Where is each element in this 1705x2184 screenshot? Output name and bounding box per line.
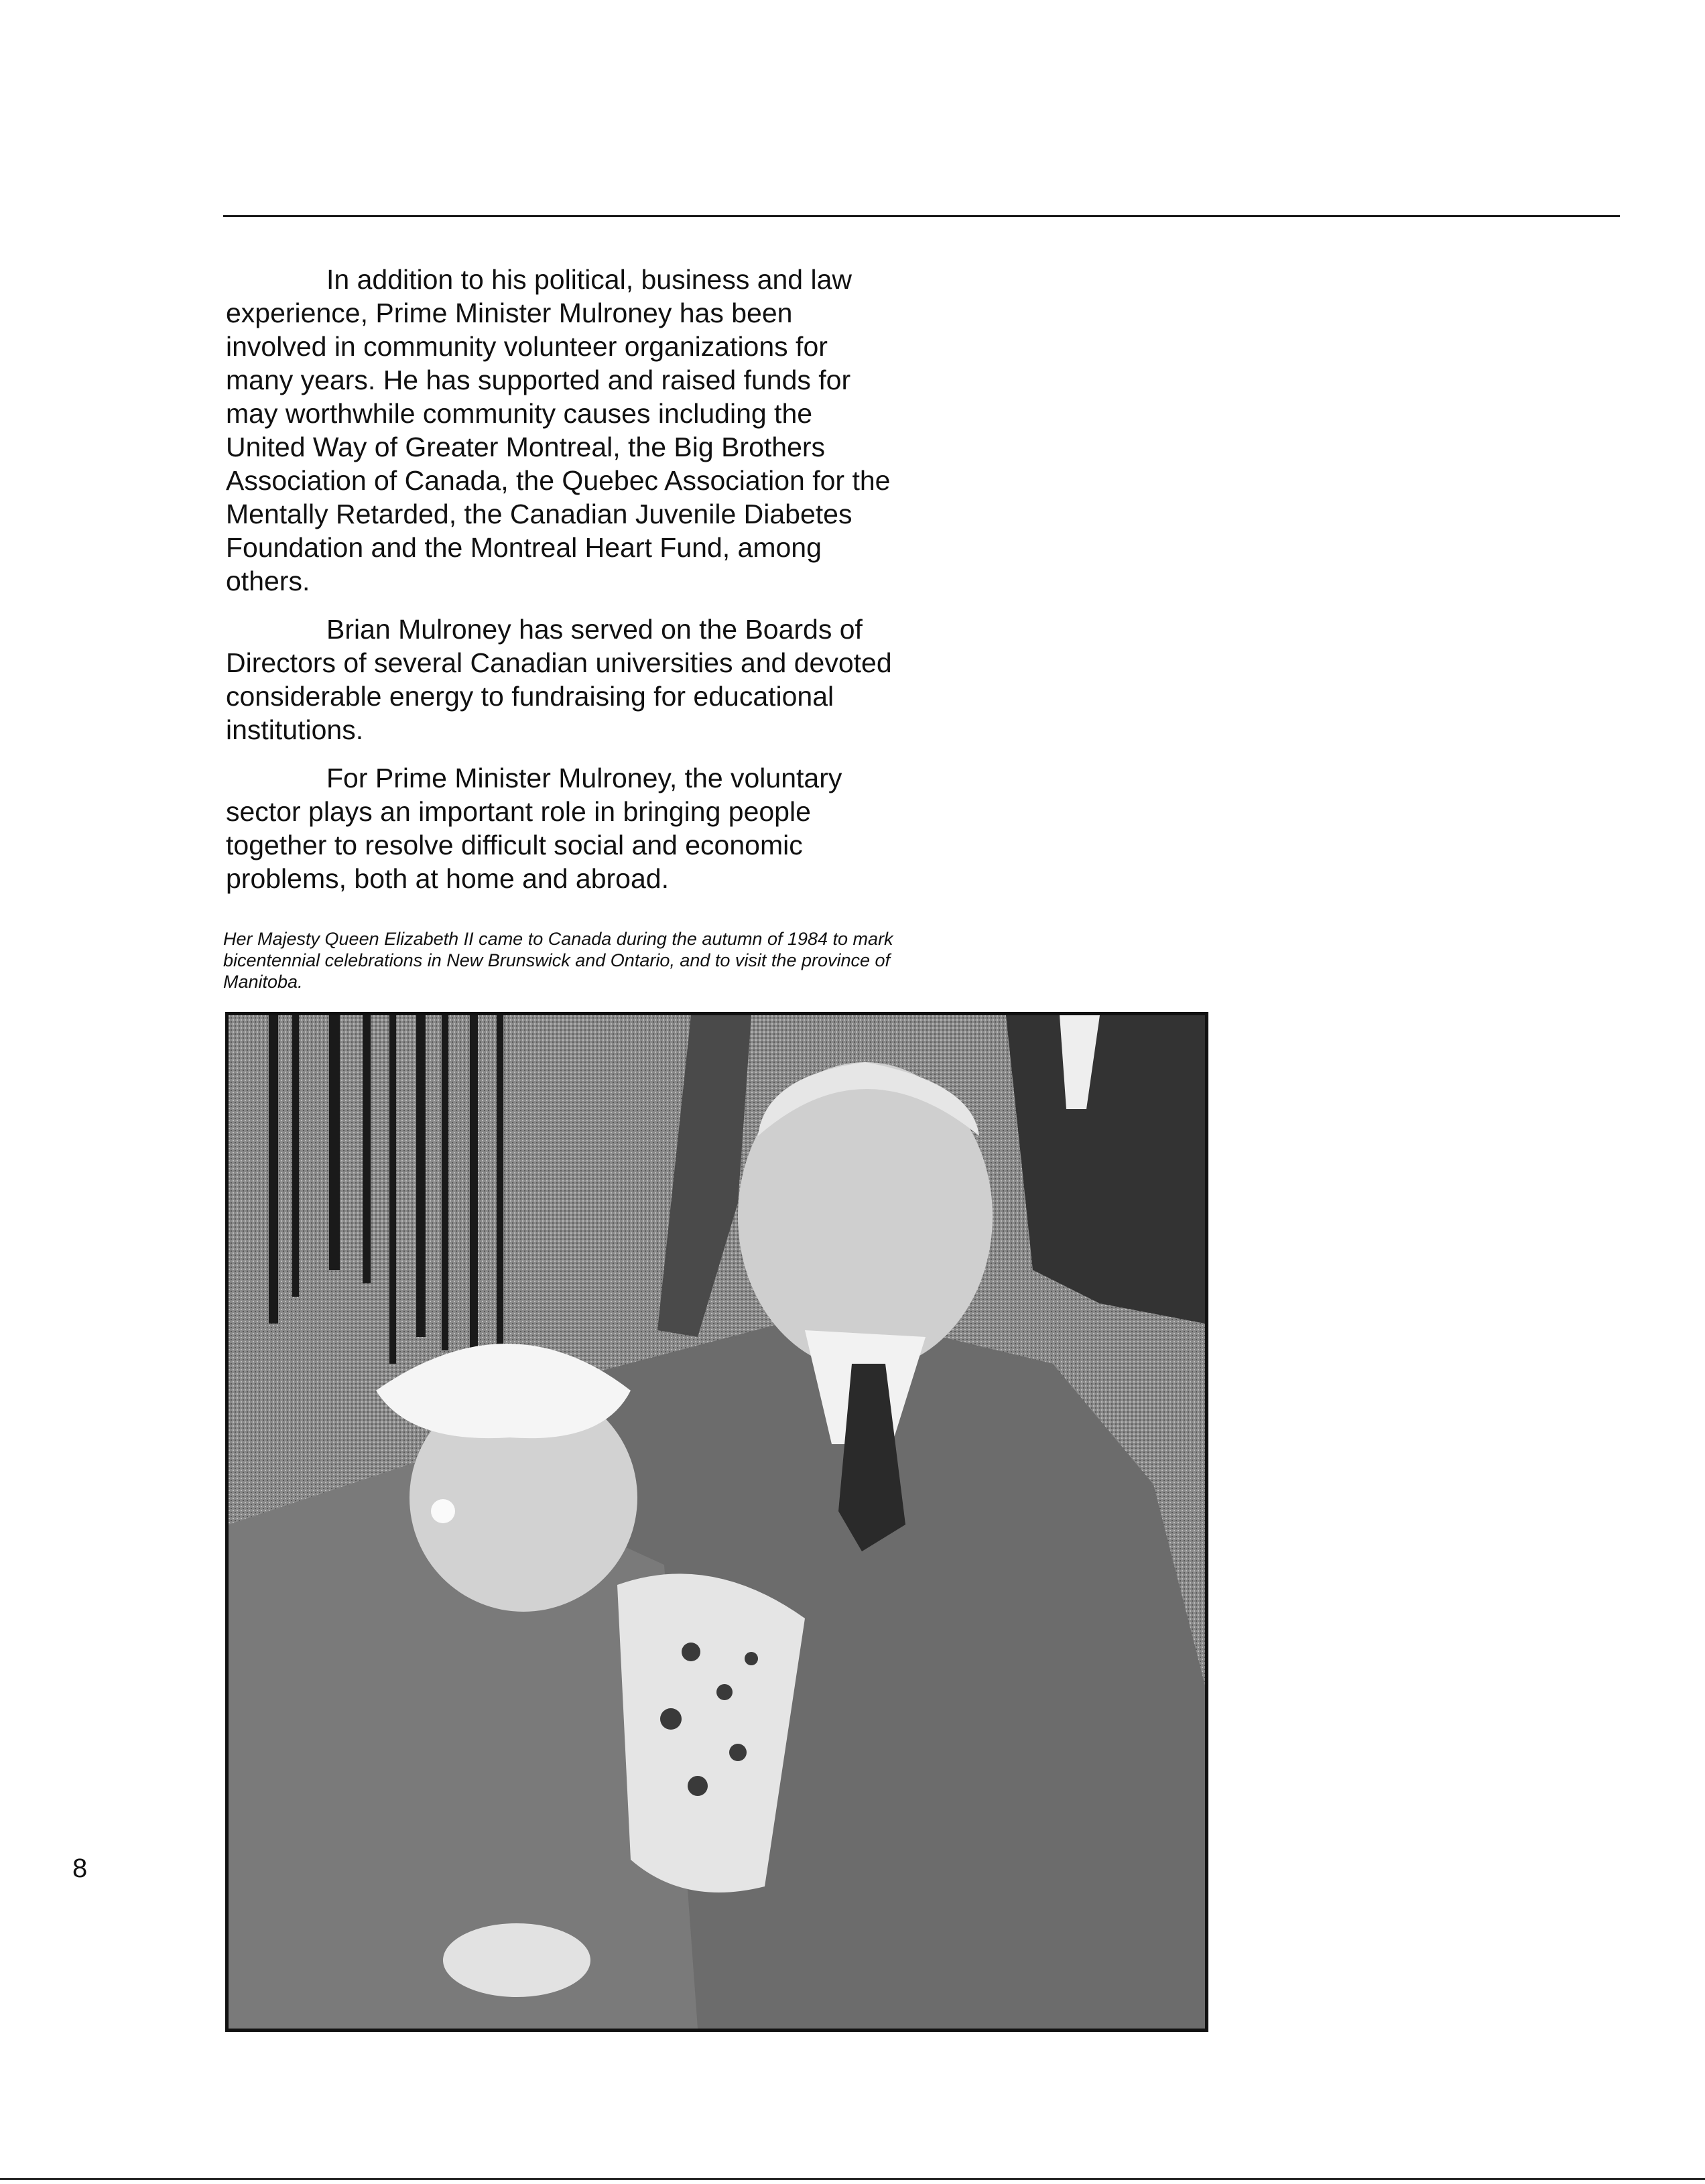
photo xyxy=(225,1012,1208,2032)
top-rule xyxy=(223,215,1620,217)
paragraph-universities: Brian Mulroney has served on the Boards of Directors of several Canadian universities and devoted considerable energy to fundraising for educational institutions. xyxy=(226,614,892,745)
photo-caption: Her Majesty Queen Elizabeth II came to Canada during the autumn of 1984 to mark bicentennial celebrations in New Brunswick and Ontario, and to visit the province of Manitoba. xyxy=(223,929,893,992)
page-number: 8 xyxy=(72,1854,88,1883)
bottom-rule xyxy=(0,2178,1705,2180)
body-text xyxy=(226,263,896,910)
paragraph-voluntary-sector: For Prime Minister Mulroney, the voluntary sector plays an important role in bringing people together to resolve difficult social and economic problems, both at home and abroad. xyxy=(226,763,842,894)
paragraph-volunteer: In addition to his political, business and law experience, Prime Minister Mulroney has been involved in community volunteer organizations for many years. He has supported and raised funds for may worthwhile community causes including the United Way of Greater Montreal, the Big Brothers Association of Canada, the Quebec Association for the Mentally Retarded, the Canadian Juvenile Diabetes Foundation and the Montreal Heart Fund, among others. xyxy=(226,264,891,596)
